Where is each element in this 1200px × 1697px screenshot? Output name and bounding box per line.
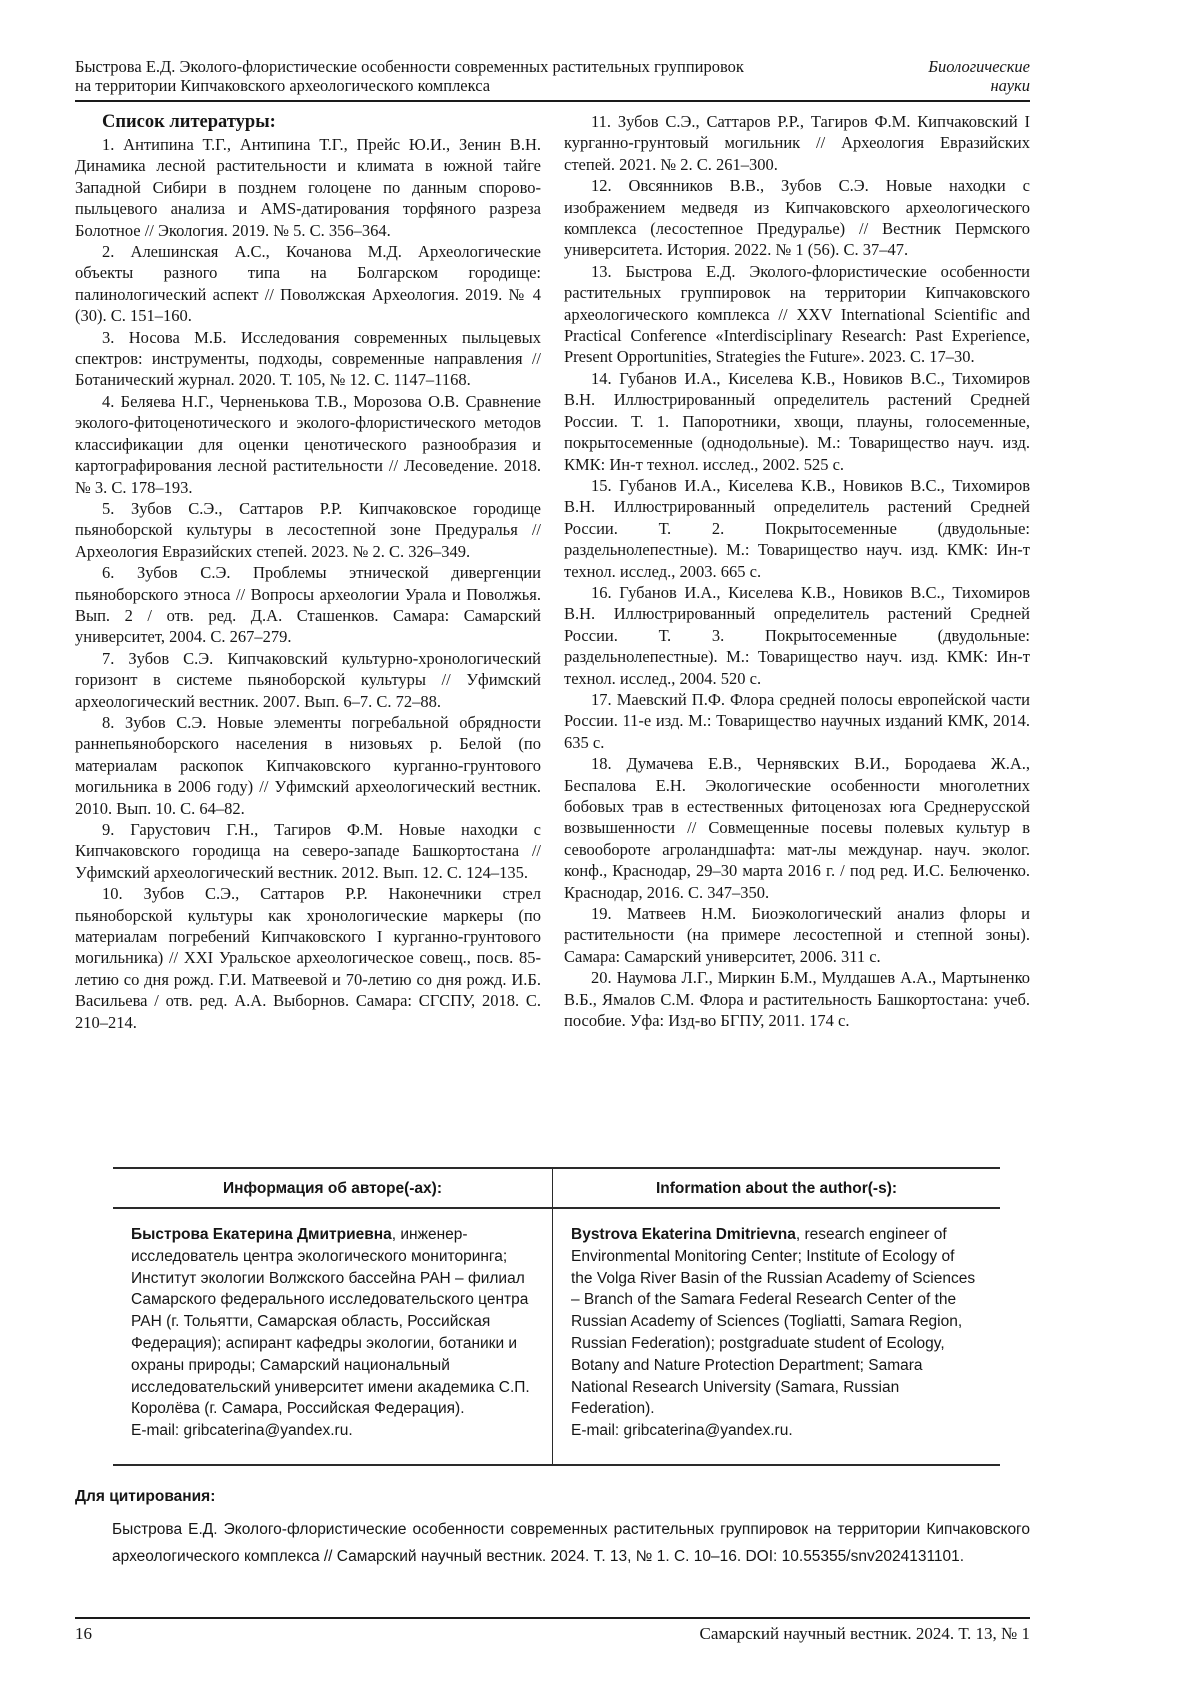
author-details-ru: , инженер-исследователь центра экологического мониторинга; Институт экологии Волжского бассейна РАН – филиал Самарского федерального исследовательского центра РАН (г. Тольятти, Самарская область, Российская Федерация); аспирант кафедры экологии, ботаники и охраны природы; Самарский национальный исследовательский университет имени академика С.П. Королёва (г. Самара, Российская Федерация). xyxy=(131,1226,530,1418)
reference-item: 8. Зубов С.Э. Новые элементы погребальной обрядности раннепьяноборского населения в низовьях р. Белой (по материалам раскопок Кипчаковского курганно-грунтового могильника в 2006 году) // Уфимский археологический вестник. 2010. Вып. 10. С. 64–82. xyxy=(75,712,541,818)
author-info-header-en: Information about the author(-s): xyxy=(655,1180,898,1197)
author-name-en: Bystrova Ekaterina Dmitrievna xyxy=(571,1226,796,1243)
reference-item: 6. Зубов С.Э. Проблемы этнической дивергенции пьяноборского этноса // Вопросы археологии Урала и Поволжья. Вып. 2 / отв. ред. Д.А. Сташенков. Самара: Самарский университет, 2004. С. 267–279. xyxy=(75,563,541,647)
reference-item: 14. Губанов И.А., Киселева К.В., Новиков В.С., Тихомиров В.Н. Иллюстрированный определитель растений Средней России. Т. 1. Папоротники, хвощи, плауны, голосеменные, покрытосеменные (однодольные). М.: Товарищество науч. изд. КМК: Ин-т технол. исслед., 2002. 525 с. xyxy=(564,368,1030,474)
running-head xyxy=(75,0,1030,102)
page-content xyxy=(75,0,1030,1571)
running-title-line2: на территории Кипчаковского археологического комплекса xyxy=(75,76,491,95)
reference-item: 17. Маевский П.Ф. Флора средней полосы европейской части России. 11-е изд. М.: Товарищество научных изданий КМК, 2014. 635 с. xyxy=(564,689,1030,752)
reference-item: 5. Зубов С.Э., Саттаров Р.Р. Кипчаковское городище пьяноборской культуры в лесостепной зоне Предуралья // Археология Евразийских степей. 2023. № 2. С. 326–349. xyxy=(75,498,541,561)
references-section xyxy=(75,111,1030,1131)
citation-text: Быстрова Е.Д. Эколого-флористические особенности современных растительных группировок на территории Кипчаковского археологического комплекса // Самарский научный вестник. 2024. Т. 13, № 1. С. 10–16. DOI: 10.55355/snv2024131101. xyxy=(112,1520,1030,1566)
running-title xyxy=(75,57,744,95)
author-name-ru: Быстрова Екатерина Дмитриевна xyxy=(131,1226,392,1243)
section-rubric-line1: Биологические xyxy=(928,57,1030,76)
references-list-left xyxy=(75,134,541,1033)
reference-item: 9. Гарустович Г.Н., Тагиров Ф.М. Новые находки с Кипчаковского городища на северо-западе Башкортостана // Уфимский археологический вестник. 2012. Вып. 12. С. 124–135. xyxy=(75,820,541,882)
author-details-en: , research engineer of Environmental Monitoring Center; Institute of Ecology of the Volga River Basin of the Russian Academy of Sciences – Branch of the Samara Federal Research Center of the Russian Academy of Sciences (Togliatti, Samara Region, Russian Federation); postgraduate student of Ecology, Botany and Nature Protection Department; Samara National Research University (Samara, Russian Federation). xyxy=(571,1226,976,1418)
author-info-header-ru: Информация об авторе(-ах): xyxy=(113,1169,553,1207)
author-info-table-header-row xyxy=(113,1169,1000,1209)
running-title-line1: Быстрова Е.Д. Эколого-флористические особенности современных растительных группировок xyxy=(75,57,744,76)
reference-item: 4. Беляева Н.Г., Черненькова Т.В., Морозова О.В. Сравнение эколого-фитоценотического и эколого-флористического методов классификации для оценки ценотического разнообразия и картографирования лесной растительности // Лесоведение. 2018. № 3. С. 178–193. xyxy=(75,391,541,497)
author-info-table-body-row xyxy=(113,1209,1000,1464)
reference-item: 20. Наумова Л.Г., Миркин Б.М., Мулдашев А.А., Мартыненко В.Б., Ямалов С.М. Флора и растительность Башкортостана: учеб. пособие. Уфа: Изд-во БГПУ, 2011. 174 с. xyxy=(564,968,1030,1031)
reference-item: 3. Носова М.Б. Исследования современных пыльцевых спектров: инструменты, подходы, современные направления // Ботанический журнал. 2020. Т. 105, № 12. С. 1147–1168. xyxy=(75,327,541,390)
section-rubric-line2: науки xyxy=(990,76,1030,95)
reference-item: 15. Губанов И.А., Киселева К.В., Новиков В.С., Тихомиров В.Н. Иллюстрированный определитель растений Средней России. Т. 2. Покрытосеменные (двудольные: раздельнолепестные). М.: Товарищество науч. изд. КМК: Ин-т технол. исслед., 2003. 665 с. xyxy=(564,475,1030,581)
reference-item: 11. Зубов С.Э., Саттаров Р.Р., Тагиров Ф.М. Кипчаковский I курганно-грунтовый могильник // Археология Евразийских степей. 2021. № 2. С. 261–300. xyxy=(564,112,1030,174)
reference-item: 7. Зубов С.Э. Кипчаковский культурно-хронологический горизонт в системе пьяноборской культуры // Уфимский археологический вестник. 2007. Вып. 6–7. С. 72–88. xyxy=(75,648,541,711)
reference-item: 12. Овсянников В.В., Зубов С.Э. Новые находки с изображением медведя из Кипчаковского археологического комплекса (лесостепное Предуралье) // Вестник Пермского университета. История. 2022. № 1 (56). С. 37–47. xyxy=(564,176,1030,260)
reference-item: 1. Антипина Т.Г., Антипина Т.Г., Прейс Ю.И., Зенин В.Н. Динамика лесной растительности и климата в южной тайге Западной Сибири в позднем голоцене по данным спорово-пыльцевого анализа и AMS-датирования торфяного разреза Болотное // Экология. 2019. № 5. С. 356–364. xyxy=(75,135,541,240)
reference-item: 18. Думачева Е.В., Чернявских В.И., Бородаева Ж.А., Беспалова Е.Н. Экологические особенности многолетних бобовых трав в естественных фитоценозах юга Среднерусской возвышенности // Совмещенные посевы полевых культур в севообороте агроландшафта: мат-лы междунар. науч. эколог. конф., Краснодар, 29–30 марта 2016 г. / под ред. И.С. Белюченко. Краснодар, 2016. С. 347–350. xyxy=(564,754,1030,902)
author-info-table xyxy=(113,1167,1000,1466)
author-email-en: E-mail: gribcaterina@yandex.ru. xyxy=(571,1422,793,1440)
page-footer xyxy=(75,1617,1030,1644)
reference-item: 19. Матвеев Н.М. Биоэкологический анализ флоры и растительности (на примере лесостепной и степной зоны). Самара: Самарский университет, 2006. 311 с. xyxy=(564,904,1030,966)
references-list-right xyxy=(564,111,1030,1031)
references-column-right xyxy=(564,111,1030,1131)
author-info-cell-en xyxy=(553,1209,1000,1464)
references-heading: Список литературы: xyxy=(102,112,276,132)
page-number: 16 xyxy=(75,1624,92,1643)
reference-item: 10. Зубов С.Э., Саттаров Р.Р. Наконечники стрел пьяноборской культуры как хронологические маркеры (по материалам погребений Кипчаковского I курганно-грунтового могильника) // XXI Уральское археологическое совещ., посв. 85-летию со дня рожд. Г.И. Матвеевой и 70-летию со дня рожд. И.Б. Васильева / отв. ред. А.А. Выборнов. Самара: СГСПУ, 2018. С. 210–214. xyxy=(75,884,541,1032)
reference-item: 13. Быстрова Е.Д. Эколого-флористические особенности растительных группировок на территории Кипчаковского археологического комплекса // XXV International Scientific and Practical Conference «Interdisciplinary Research: Past Experience, Present Opportunities, Strategies the Future». 2023. С. 17–30. xyxy=(564,261,1030,367)
section-rubric xyxy=(928,57,1030,95)
citation-block xyxy=(75,1488,1030,1571)
references-column-left xyxy=(75,111,541,1131)
reference-item: 2. Алешинская А.С., Кочанова М.Д. Археологические объекты разного типа на Болгарском городище: палинологический аспект // Поволжская Археология. 2019. № 4 (30). С. 151–160. xyxy=(75,242,541,326)
footer-journal-title: Самарский научный вестник. 2024. Т. 13, № 1 xyxy=(699,1624,1030,1643)
author-email-ru: E-mail: gribcaterina@yandex.ru. xyxy=(131,1422,353,1440)
citation-label: Для цитирования: xyxy=(75,1487,216,1505)
author-info-cell-ru xyxy=(113,1209,553,1464)
reference-item: 16. Губанов И.А., Киселева К.В., Новиков В.С., Тихомиров В.Н. Иллюстрированный определитель растений Средней России. Т. 3. Покрытосеменные (двудольные: раздельнолепестные). М.: Товарищество науч. изд. КМК: Ин-т технол. исслед., 2004. 520 с. xyxy=(564,582,1030,688)
